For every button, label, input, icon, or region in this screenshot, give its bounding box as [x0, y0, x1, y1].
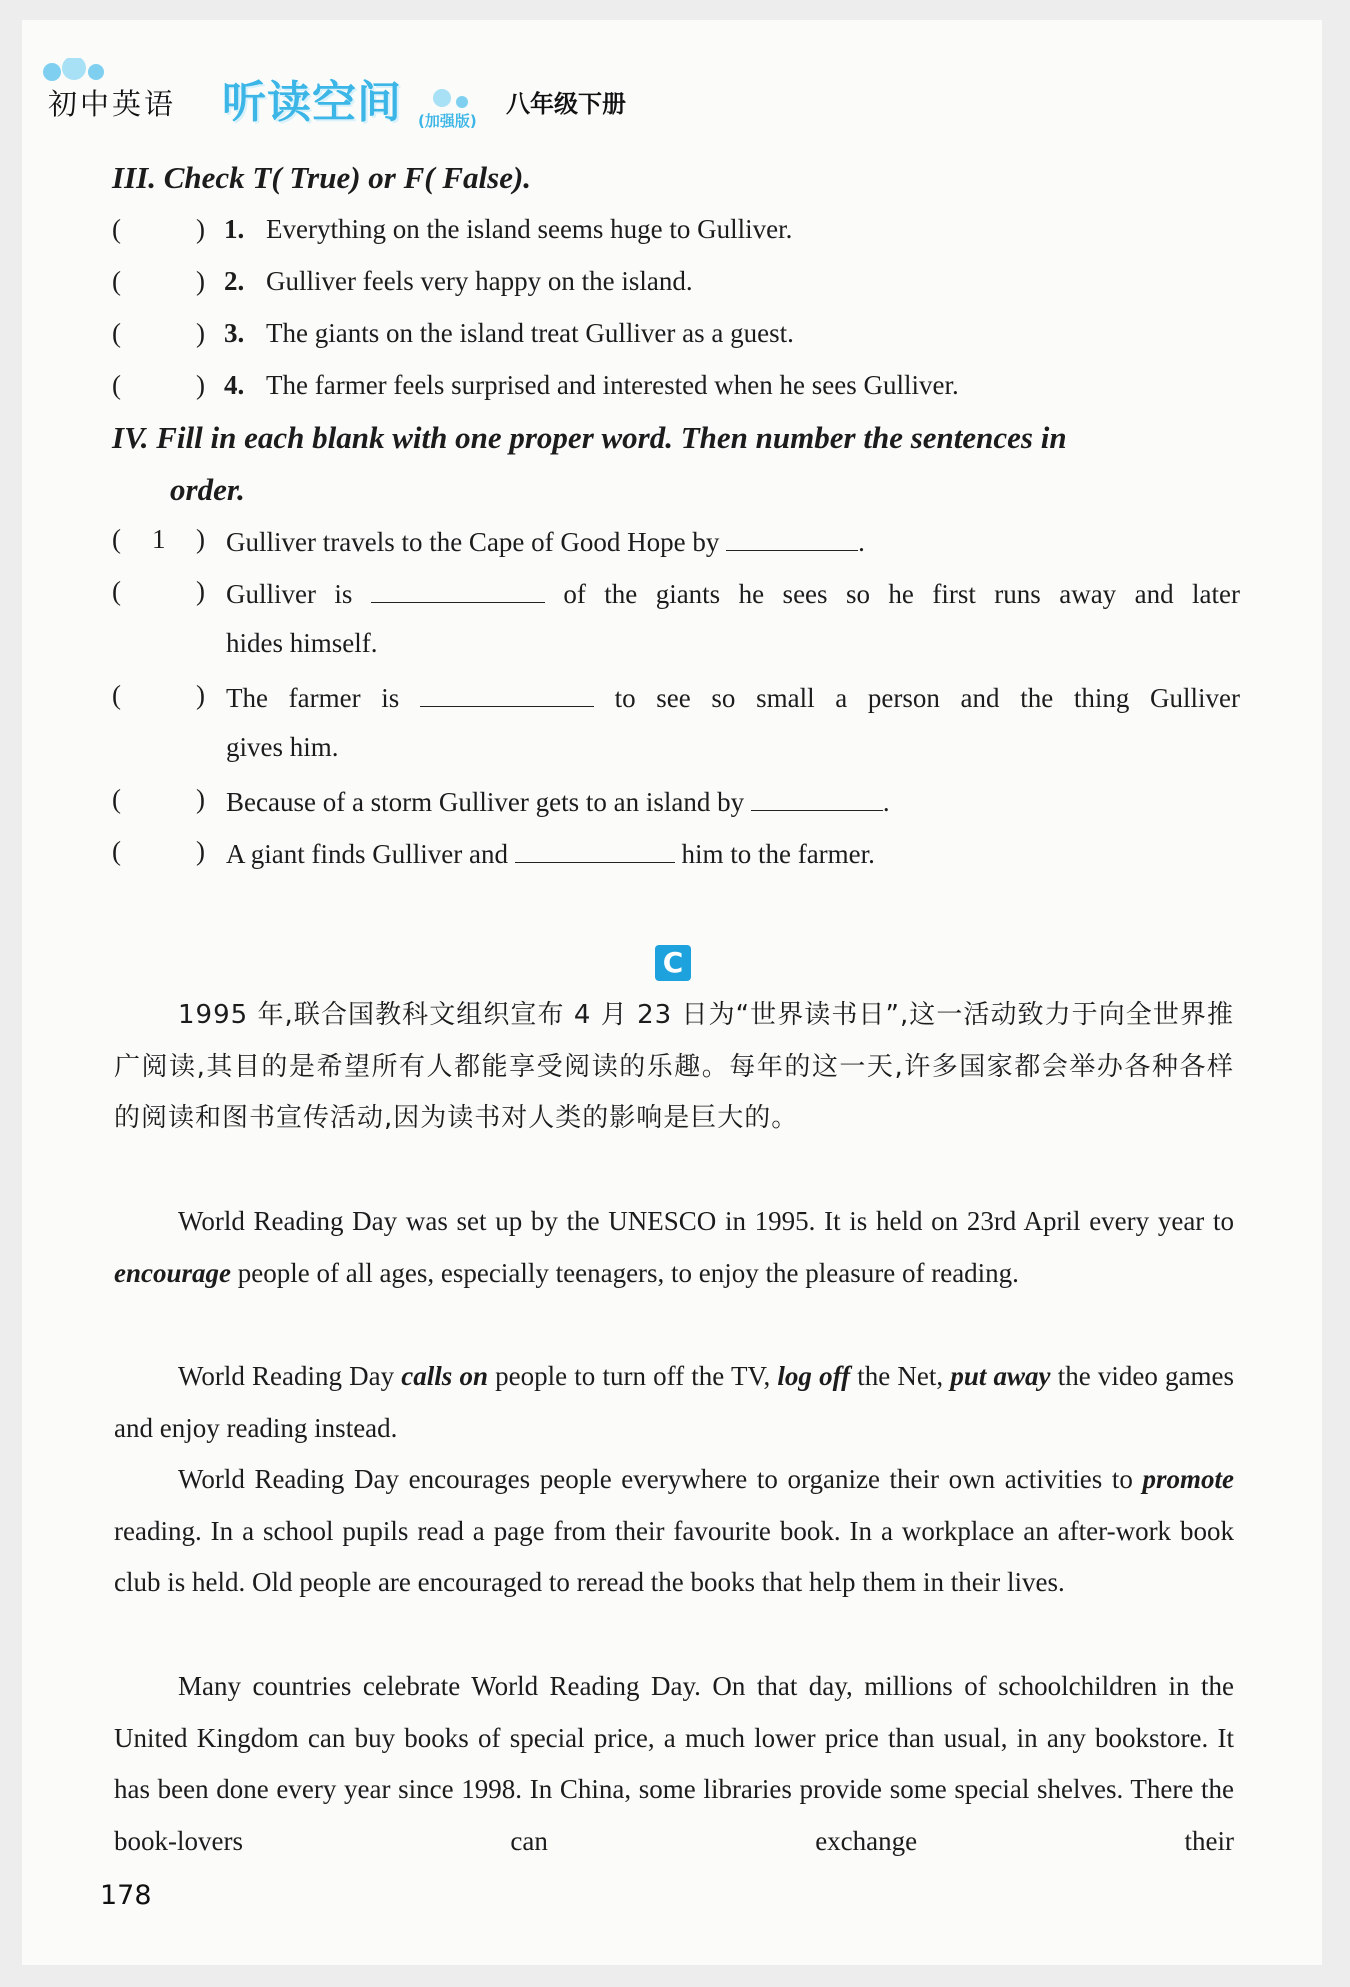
close-paren: ) — [196, 576, 205, 606]
chinese-intro-paragraph: 1995 年,联合国教科文组织宣布 4 月 23 日为“世界读书日”,这一活动致力于向全世界推广阅读,其目的是希望所有人都能享受阅读的乐趣。每年的这一天,许多国家都会举办各种各样的阅读和图书宣传活动,因为读书对人类的影响是巨大的。 — [114, 1000, 1234, 1133]
close-paren: ) — [196, 680, 205, 710]
item-number: 3. — [224, 318, 245, 348]
order-item — [112, 576, 1240, 616]
close-paren: ) — [196, 318, 205, 348]
close-paren: ) — [196, 214, 205, 244]
tf-item — [112, 318, 1240, 358]
open-paren: ( — [112, 266, 121, 296]
section-4-title: IV. Fill in each blank with one proper word. Then number the sentences in — [112, 420, 1067, 455]
fill-blank[interactable] — [726, 524, 858, 551]
open-paren: ( — [112, 318, 121, 348]
passage-paragraph: Many countries celebrate World Reading Day. On that day, millions of schoolchildren in the United Kingdom can buy books of special price, a much lower price than usual, in any bookstore. It has been done every year since 1998. In China, some libraries provide some special shelves. There the book-lovers can exchange their — [114, 1671, 1234, 1857]
section-3-title: III. Check T( True) or F( False). — [112, 160, 532, 195]
order-item — [112, 680, 1240, 720]
keyword: calls on — [401, 1361, 488, 1391]
open-paren: ( — [112, 576, 121, 606]
item-text: Gulliver feels very happy on the island. — [266, 266, 693, 296]
item-number: 2. — [224, 266, 245, 296]
book-brand-logo: 听读空间 — [222, 77, 402, 128]
open-paren: ( — [112, 370, 121, 400]
fill-blank[interactable] — [515, 836, 675, 863]
item-sentence: Gulliver travels to the Cape of Good Hope by . — [226, 524, 865, 558]
tf-item — [112, 370, 1240, 410]
passage-paragraph: World Reading Day calls on people to turn off the TV, log off the Net, put away the video games and enjoy reading instead. — [114, 1361, 1234, 1443]
fill-blank[interactable] — [371, 576, 545, 603]
open-paren: ( — [112, 524, 121, 554]
item-sentence: The farmer is to see so small a person and the thing Gulliver — [226, 680, 1240, 714]
tf-item — [112, 266, 1240, 306]
item-sentence: A giant finds Gulliver and him to the farmer. — [226, 836, 875, 870]
keyword: encourage — [114, 1257, 231, 1288]
open-paren: ( — [112, 784, 121, 814]
item-text: The giants on the island treat Gulliver as a guest. — [266, 318, 794, 348]
item-sentence-cont: hides himself. — [226, 628, 378, 658]
page-number: 178 — [100, 1880, 152, 1911]
item-text: The farmer feels surprised and interested when he sees Gulliver. — [266, 370, 959, 400]
item-sentence: Gulliver is of the giants he sees so he first runs away and later — [226, 576, 1240, 610]
keyword: log off — [777, 1361, 851, 1391]
keyword: put away — [950, 1361, 1051, 1391]
item-number: 1. — [224, 214, 245, 244]
close-paren: ) — [196, 370, 205, 400]
order-item — [112, 524, 1240, 564]
passage-paragraph: World Reading Day encourages people everywhere to organize their own activities to promote reading. In a school pupils read a page from their favourite book. In a workplace an after-work book club is held. Old people are encouraged to reread the books that help them in their lives. — [114, 1464, 1234, 1598]
item-number: 4. — [224, 370, 245, 400]
open-paren: ( — [112, 836, 121, 866]
order-item — [112, 836, 1240, 876]
fill-blank[interactable] — [420, 680, 594, 707]
close-paren: ) — [196, 836, 205, 866]
order-answer: 1 — [152, 524, 166, 554]
item-sentence: Because of a storm Gulliver gets to an island by . — [226, 784, 890, 818]
passage-label-badge: C — [655, 945, 691, 981]
section-4-title-cont: order. — [170, 472, 245, 507]
item-text: Everything on the island seems huge to Gulliver. — [266, 214, 793, 244]
book-subject: 初中英语 — [48, 87, 177, 121]
keyword: promote — [1142, 1464, 1234, 1494]
open-paren: ( — [112, 214, 121, 244]
close-paren: ) — [196, 266, 205, 296]
grade-label: 八年级下册 — [506, 90, 626, 118]
tf-item — [112, 214, 1240, 254]
open-paren: ( — [112, 680, 121, 710]
fill-blank[interactable] — [751, 784, 883, 811]
close-paren: ) — [196, 784, 205, 814]
close-paren: ) — [196, 524, 205, 554]
item-sentence-cont: gives him. — [226, 732, 339, 762]
edition-tag: (加强版) — [418, 112, 477, 130]
order-item — [112, 784, 1240, 824]
passage-paragraph: World Reading Day was set up by the UNESCO in 1995. It is held on 23rd April every year to encourage people of all ages, especially teenagers, to enjoy the pleasure of reading. — [114, 1206, 1234, 1288]
